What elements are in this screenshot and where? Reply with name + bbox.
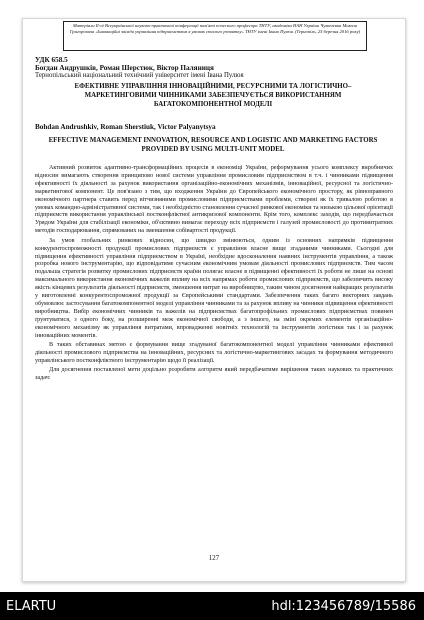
article-title-ukrainian: ЕФЕКТИВНЕ УПРАВЛІННЯ ІННОВАЦІЙНИМИ, РЕСУРСНИМИ ТА ЛОГІСТИЧНО–МАРКЕТИНГОВИМИ ЧИННИКАМИ ЗАБЕЗПЕЧУЄТЬСЯ ВИКОРИСТАННЯМ БАГАТОКОМПОНЕНТНОЇ МОДЕЛІ xyxy=(74,83,352,108)
handle-link[interactable]: hdl:123456789/15586 xyxy=(271,599,416,614)
university-affiliation: Тернопільський національний технічний університет імені Івана Пулюя xyxy=(35,72,244,79)
body-paragraph: Активний розвиток адаптивно-трансформаційних процесів в економіці України, реформування усього комплексу виробничих відносин вимагають створення принципово нової системи управління промисловим підприємством в т.ч. і чинниками підвищення ефективності їх діяльності за рахунок використання організаційно-економічних механізмів, інноваційної, ресурсної та логістично-маркетингової компонент. Це пов'язано з тим, що входження України до Європейського економічного простору, як рівноправного економічного партнера ставить перед вітчизняними промисловими підприємствами проблеми, створені як їх тривалою роботою в умовах командно-адміністративної системи, так і необхідністю становлення сучасної ринкової економіки та низькою цільової орієнтації підприємств використання управлінської постконфліктної антикризової компоненти. Крім того, комплекс заходів, що передбачається Урядом України для стабілізації економіки, об'єктивно вимагає переходу всіх підприємств і галузей промисловості до противитратних методів господарювання, спрямованих на зменшення собівартості продукції. xyxy=(35,165,393,235)
authors-english: Bohdan Andrushkiv, Roman Sherstiuk, Victor Palyanytsya xyxy=(35,123,216,131)
body-paragraph: За умов глобальних ринкових відносин, що швидко змінюються, одним із основних напрямків підвищення конкурентоспроможності продукції промислових підприємств є управління власне вище згаданими чинниками. Сьогодні для підвищення ефективності управління підприємством в Україні, необхідне вдосконалення наявних інструментів управління, а також розробка нового інструментарію, що відповідатиме сучасним економічним умовам діяльності промислових підприємств. Тим часом подальша стратегія розвитку промислових підприємств країни полягає власне в підвищенні ефективності їх роботи не лише на основі максимального використання економічних важелів впливу на всіх напрямах роботи промислових підприємств, що забезпечить високу якість кінцевих результатів діяльності підприємств, зменшення витрат на виробництво, таким чином досягнення найкращих результатів у виготовленні конкурентоспроможної продукції за Європейськими стандартами. Забезпечення таких багато векторних завдань обумовлює застосування багатокомпонентної моделі управління чинниками та за рахунок впливу на чинники підвищення ефективності виробництва. Вибір економічних чинників та важелів на підприємствах багатопрофільних промислових підприємствах повинен ґрунтуватися, з одного боку, на розширенні меж економічної свободи, а з іншого, на зміні окремих елементів організаційно-економічного механізму як управління витратами, впровадженні новітніх технологій та інструментів логістики так і за рахунок інноваційних моментів. xyxy=(35,237,393,339)
page-number: 127 xyxy=(208,555,220,562)
status-bar xyxy=(0,592,424,620)
article-title-english: EFFECTIVE MANAGEMENT INNOVATION, RESOURCE AND LOGISTIC AND MARKETING FACTORS PROVIDED BY USING MULTI-UNIT MODEL xyxy=(48,137,378,153)
article-body xyxy=(35,165,393,385)
authors-ukrainian: Богдан Андрушків, Роман Шерстюк, Віктор Паляниця xyxy=(35,64,214,72)
udk-code: УДК 658.5 xyxy=(35,56,68,64)
body-paragraph: В таких обставинах метою є формування вище згадуваної багатокомпонентної моделі управління чинниками ефективної діяльності промислового підприємства на інноваційних, ресурсних та логістично-маркетингових засадах та формування методичного управлінського постконфліктного інструментарію щодо її реалізації. xyxy=(35,342,393,364)
body-paragraph: Для досягнення поставленої мети доцільно розробити алгоритм який передбачатиме вирішення таких наукових та практичних задач: xyxy=(35,367,393,382)
document-page xyxy=(22,18,406,582)
repository-label: ELARTU xyxy=(6,599,57,614)
conference-header: Матеріали ІІ-ої Всеукраїнської науково-практичної конференції пам'яті почесного професора ТНТУ, академіка НАН України Чумаченка Миколи Григоровича «Інноваційні засади управління підприємством в умовах сталого розвитку» ТНТУ імені Івана Пулюя. (Тернопіль, 25 березня 2016 року) xyxy=(63,21,367,51)
